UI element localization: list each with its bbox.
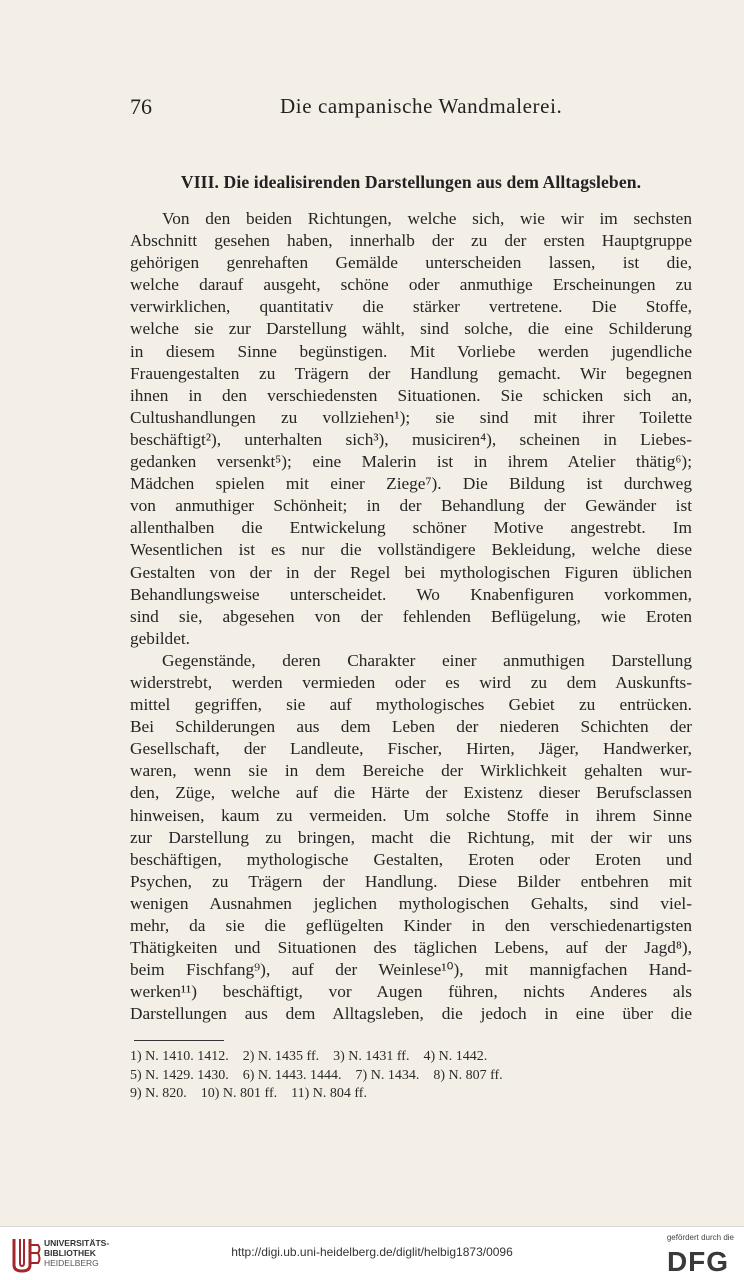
body-line: widerstrebt, werden vermieden oder es wird zu dem Auskunfts- xyxy=(130,672,692,692)
body-line: welche darauf ausgeht, schöne oder anmuthige Erscheinungen zu xyxy=(130,275,692,295)
body-line: Thätigkeiten und Situationen des täglichen Lebens, auf der Jagd⁸), xyxy=(130,938,692,958)
body-line: Mädchen spielen mit einer Ziege⁷). Die Bildung ist durchweg xyxy=(130,474,692,494)
footnote-line: 5) N. 1429. 1430. 6) N. 1443. 1444. 7) N. 1434. 8) N. 807 ff. xyxy=(130,1067,503,1083)
body-line: ihnen in den verschiedensten Situationen. Sie schicken sich an, xyxy=(130,385,692,405)
footnote-rule xyxy=(134,1040,224,1041)
body-line: Wesentlichen ist es nur die vollständigere Bekleidung, welche diese xyxy=(130,540,692,560)
dfg-logo-icon[interactable] xyxy=(662,1246,734,1274)
body-line: Psychen, zu Trägern der Handlung. Diese Bilder entbehren mit xyxy=(130,871,692,891)
library-name-line: HEIDELBERG xyxy=(44,1258,99,1268)
body-line: mehr, da sie die geflügelten Kinder in den verschiedenartigsten xyxy=(130,916,692,935)
body-line: verwirklichen, quantitativ die stärker vertretene. Die Stoffe, xyxy=(130,297,692,317)
body-line: Abschnitt gesehen haben, innerhalb der zu der ersten Hauptgruppe xyxy=(130,231,692,251)
body-line: Cultushandlungen zu vollziehen¹); sie sind mit ihrer Toilette xyxy=(130,407,692,427)
footnotes xyxy=(130,1048,692,1104)
body-line: sind sie, abgesehen von der fehlenden Beflügelung, wie Eroten xyxy=(130,606,692,626)
body-line: waren, wenn sie in dem Bereiche der Wirklichkeit gehalten wur- xyxy=(130,761,692,781)
body-line: wenigen Ausnahmen jeglichen mythologischen Gehalts, sind viel- xyxy=(130,893,692,913)
dfg-logo-text: DFG xyxy=(666,1246,730,1274)
library-name-line: UNIVERSITÄTS- xyxy=(44,1238,110,1248)
running-title: Die campanische Wandmalerei. xyxy=(280,94,563,118)
body-line: mittel gegriffen, sie auf mythologisches Gebiet zu entrücken. xyxy=(130,695,692,715)
viewer-footer xyxy=(0,1226,744,1280)
body-line: gehörigen genrehaften Gemälde unterscheiden lassen, ist die, xyxy=(130,253,692,273)
library-name-line: BIBLIOTHEK xyxy=(44,1248,96,1258)
body-text xyxy=(130,208,692,1025)
body-line: beschäftigen, mythologische Gestalten, Eroten oder Eroten und xyxy=(130,849,692,869)
body-line: gedanken versenkt⁵); eine Malerin ist in ihrem Atelier thätig⁶); xyxy=(130,452,692,472)
body-line: beim Fischfang⁹), auf der Weinlese¹⁰), mit mannigfachen Hand- xyxy=(130,960,692,980)
page-number: 76 xyxy=(130,94,152,119)
body-line: Gegenstände, deren Charakter einer anmuthigen Darstellung xyxy=(162,650,692,670)
footnote-line: 1) N. 1410. 1412. 2) N. 1435 ff. 3) N. 1431 ff. 4) N. 1442. xyxy=(130,1049,488,1064)
body-line: den, Züge, welche auf die Härte der Existenz dieser Berufsclassen xyxy=(130,783,692,803)
body-line: hinweisen, kaum zu vermeiden. Um solche Stoffe in ihrem Sinne xyxy=(130,805,692,825)
body-line: beschäftigt²), unterhalten sich³), musiciren⁴), scheinen in Liebes- xyxy=(130,429,692,449)
body-line: in diesem Sinne begünstigen. Mit Vorliebe werden jugendliche xyxy=(130,341,692,361)
section-heading: VIII. Die idealisirenden Darstellungen aus dem Alltagsleben. xyxy=(180,172,642,192)
body-line: werken¹¹) beschäftigt, vor Augen führen, nichts Anderes als xyxy=(130,982,692,1002)
body-line: allenthalben die Entwickelung schöner Motive angestrebt. Im xyxy=(130,518,692,538)
source-url-link[interactable]: http://digi.ub.uni-heidelberg.de/diglit/helbig1873/0096 xyxy=(231,1245,513,1259)
body-line: welche sie zur Darstellung wählt, sind solche, die eine Schilderung xyxy=(130,319,692,339)
running-head xyxy=(130,94,692,124)
body-line: Behandlungsweise unterscheidet. Wo Knabenfiguren vorkommen, xyxy=(130,584,692,604)
body-line: von anmuthiger Schönheit; in der Behandlung der Gewänder ist xyxy=(130,496,692,516)
body-line: Frauengestalten zu Trägern der Handlung gemacht. Wir begegnen xyxy=(130,363,692,383)
body-line: Gestalten von der in der Regel bei mythologischen Figuren üblichen xyxy=(130,562,692,582)
funder-note: gefördert durch die xyxy=(666,1233,734,1242)
body-line: gebildet. xyxy=(130,628,190,648)
body-line: zur Darstellung zu bringen, macht die Richtung, mit der wir uns xyxy=(130,827,692,847)
body-line: Bei Schilderungen aus dem Leben der niederen Schichten der xyxy=(130,717,692,737)
body-line: Von den beiden Richtungen, welche sich, wie wir im sechsten xyxy=(162,209,692,228)
body-line: Darstellungen aus dem Alltagsleben, die jedoch in eine über die xyxy=(130,1004,692,1024)
body-line: Gesellschaft, der Landleute, Fischer, Hirten, Jäger, Handwerker, xyxy=(130,739,692,759)
footnote-line: 9) N. 820. 10) N. 801 ff. 11) N. 804 ff. xyxy=(130,1086,367,1101)
